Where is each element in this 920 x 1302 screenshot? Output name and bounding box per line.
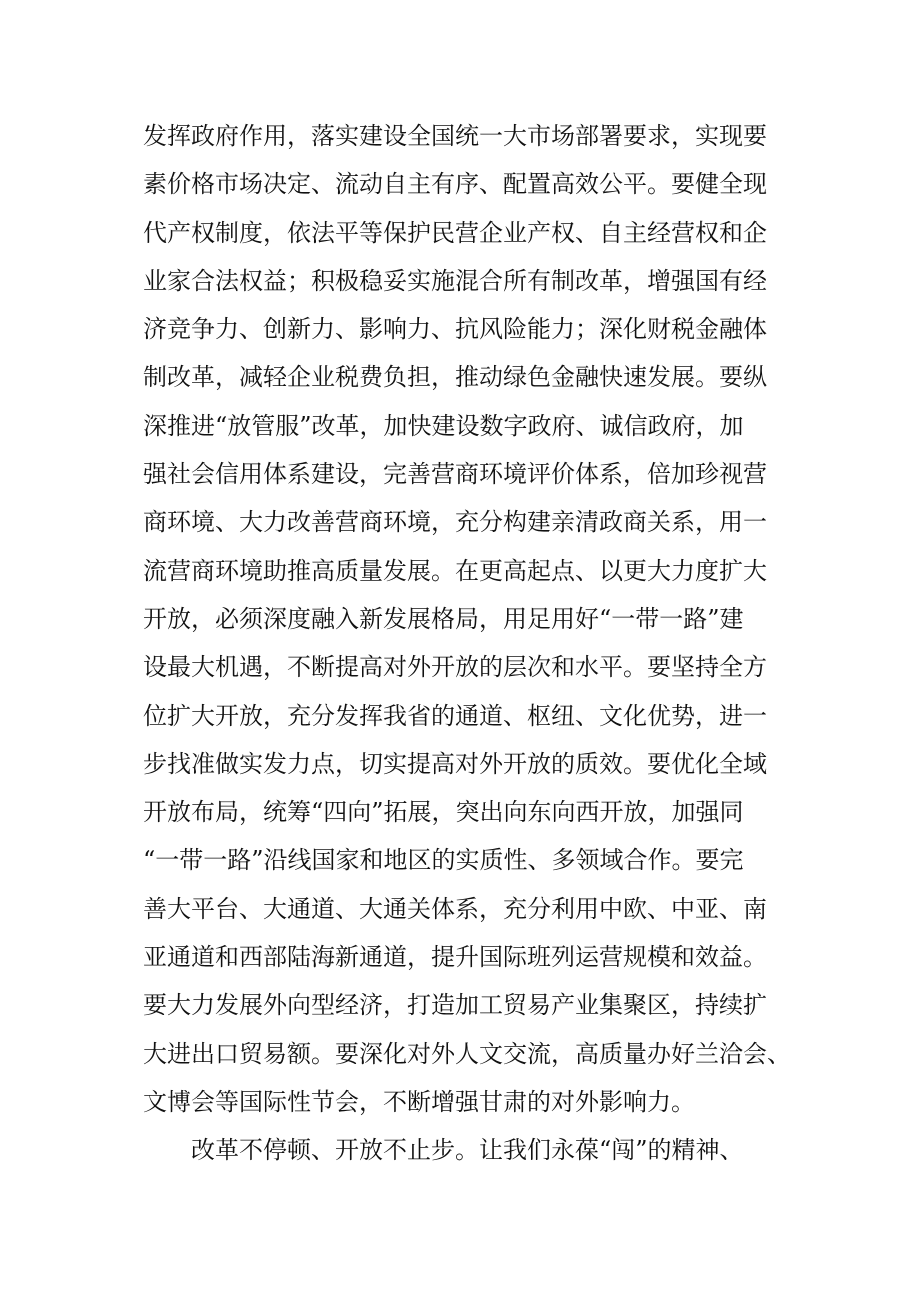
text-line: 设最大机遇，不断提高对外开放的层次和水平。要坚持全方 bbox=[143, 653, 767, 682]
text-line: 亚通道和西部陆海新通道，提升国际班列运营规模和效益。 bbox=[143, 943, 767, 972]
text-line: 要大力发展外向型经济，打造加工贸易产业集聚区，持续扩 bbox=[143, 991, 767, 1020]
text-line: 发挥政府作用，落实建设全国统一大市场部署要求，实现要 bbox=[143, 122, 767, 150]
text-line: “一带一路”沿线国家和地区的实质性、多领域合作。要完 bbox=[143, 846, 744, 875]
text-line: 步找准做实发力点，切实提高对外开放的质效。要优化全域 bbox=[143, 749, 767, 778]
text-line: 深推进“放管服”改革，加快建设数字政府、诚信政府，加 bbox=[143, 411, 744, 440]
text-line: 代产权制度，依法平等保护民营企业产权、自主经营权和企 bbox=[143, 218, 767, 247]
text-line: 商环境、大力改善营商环境，充分构建亲清政商关系，用一 bbox=[143, 508, 767, 537]
text-line: 开放，必须深度融入新发展格局，用足用好“一带一路”建 bbox=[143, 604, 744, 633]
text-line: 济竞争力、创新力、影响力、抗风险能力；深化财税金融体 bbox=[143, 315, 767, 344]
text-line: 大进出口贸易额。要深化对外人文交流，高质量办好兰洽会、 bbox=[143, 1039, 791, 1068]
text-line: 素价格市场决定、流动自主有序、配置高效公平。要健全现 bbox=[143, 170, 767, 199]
text-line: 强社会信用体系建设，完善营商环境评价体系，倍加珍视营 bbox=[143, 460, 767, 489]
text-line: 业家合法权益；积极稳妥实施混合所有制改革，增强国有经 bbox=[143, 266, 767, 295]
text-line: 开放布局，统筹“四向”拓展，突出向东向西开放，加强同 bbox=[143, 798, 744, 827]
body-text bbox=[143, 112, 803, 1175]
text-line: 位扩大开放，充分发挥我省的通道、枢纽、文化优势，进一 bbox=[143, 701, 767, 730]
text-line: 流营商环境助推高质量发展。在更高起点、以更大力度扩大 bbox=[143, 556, 767, 585]
text-line: 制改革，减轻企业税费负担，推动绿色金融快速发展。要纵 bbox=[143, 363, 767, 392]
text-line: 文博会等国际性节会，不断增强甘肃的对外影响力。 bbox=[143, 1087, 695, 1116]
text-line: 善大平台、大通道、大通关体系，充分利用中欧、中亚、南 bbox=[143, 894, 767, 923]
paragraph-start-line: 改革不停顿、开放不止步。让我们永葆“闯”的精神、 bbox=[191, 1136, 744, 1165]
